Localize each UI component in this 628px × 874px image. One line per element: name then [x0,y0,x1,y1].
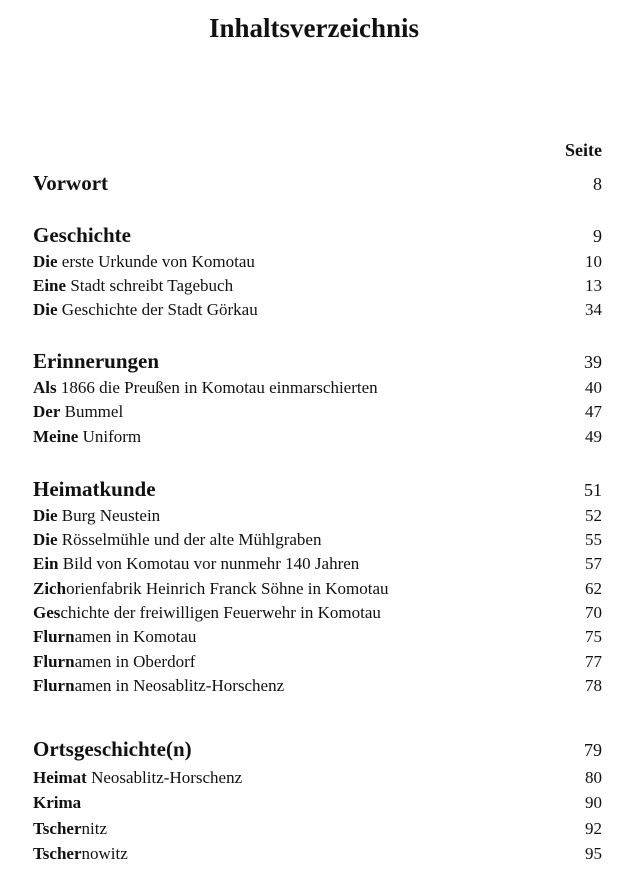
toc-section-heading [33,169,602,198]
entry-title-rest: nowitz [81,844,128,863]
entry-title-lead: Heimat [33,768,87,787]
entry-title-rest: nitz [81,819,107,838]
entry-title-rest: orienfabrik Heinrich Franck Söhne in Komotau [66,579,389,598]
entry-title [33,274,233,298]
toc-section-heading [33,347,602,376]
section-title: Vorwort [33,171,109,195]
entry-title-rest: Rösselmühle und der alte Mühlgraben [57,530,322,549]
toc-section-heading [33,221,602,250]
entry-title-lead: Eine [33,276,67,295]
entry-title-lead: Die [33,300,58,319]
entry-title [33,601,381,625]
entry-title-rest: chichte der freiwilligen Feuerwehr in Komotau [60,603,381,622]
entry-title-rest: Burg Neustein [57,506,161,525]
entry-page-number: 80 [585,768,602,787]
entry-title-lead: Die [33,252,58,271]
entry-title-lead: Ges [33,603,61,622]
entry-title-rest: Uniform [78,427,142,446]
entry-title-rest: amen in Neosablitz-Horschenz [74,676,285,695]
entry-title-lead: Tscher [33,819,82,838]
entry-title [33,766,242,790]
toc-entry [33,376,602,400]
entry-title [33,528,321,552]
toc-entry [33,528,602,552]
entry-page-number: 90 [585,793,602,812]
entry-title-rest: amen in Komotau [74,627,197,646]
entry-title-rest: amen in Oberdorf [74,652,196,671]
entry-title [33,817,107,841]
toc-entry [33,400,602,424]
entry-title [33,650,195,674]
toc-section-heading [33,475,602,504]
toc-entry [33,766,602,790]
entry-title [33,625,196,649]
section-page-number: 8 [593,174,602,194]
toc-entry [33,298,602,322]
toc-entry [33,842,602,866]
toc-entry [33,601,602,625]
toc-entry [33,274,602,298]
section-title: Ortsgeschichte(n) [33,737,192,761]
entry-page-number: 62 [585,579,602,598]
entry-title-lead: Flurn [33,652,75,671]
entry-title-lead: Tscher [33,844,82,863]
section-title: Geschichte [33,223,131,247]
entry-title-lead: Die [33,530,58,549]
section-page-number: 79 [584,740,602,760]
entry-title-rest: 1866 die Preußen in Komotau einmarschierten [56,378,378,397]
entry-page-number: 77 [585,652,602,671]
entry-title-lead: Flurn [33,676,75,695]
entry-title [33,400,123,424]
toc-section-heading [33,735,602,764]
entry-page-number: 55 [585,530,602,549]
toc-entry [33,791,602,815]
entry-page-number: 92 [585,819,602,838]
page-title: Inhaltsverzeichnis [208,13,419,43]
section-page-number: 9 [593,226,602,246]
entry-title-rest: Bild von Komotau vor nunmehr 140 Jahren [58,554,360,573]
entry-title-rest: Stadt schreibt Tagebuch [66,276,234,295]
toc-entry [33,504,602,528]
entry-title-rest: Bummel [60,402,124,421]
entry-title [33,250,255,274]
section-page-number: 51 [584,480,602,500]
entry-page-number: 78 [585,676,602,695]
toc-entry [33,552,602,576]
entry-title [33,791,81,815]
toc-entry [33,250,602,274]
entry-title [33,842,128,866]
toc-entry [33,577,602,601]
entry-title-rest: Geschichte der Stadt Görkau [57,300,258,319]
page-column-header: Seite [565,140,602,160]
entry-page-number: 75 [585,627,602,646]
entry-title-lead: Die [33,506,58,525]
entry-page-number: 40 [585,378,602,397]
entry-title [33,425,141,449]
entry-page-number: 57 [585,554,602,573]
entry-title [33,504,160,528]
entry-title [33,552,359,576]
entry-title-lead: Flurn [33,627,75,646]
entry-title-rest: Neosablitz-Horschenz [86,768,243,787]
section-title: Erinnerungen [33,349,160,373]
entry-page-number: 34 [585,300,602,319]
entry-title-lead: Krima [33,793,82,812]
entry-page-number: 47 [585,402,602,421]
entry-title-lead: Meine [33,427,79,446]
entry-title [33,298,258,322]
entry-page-number: 70 [585,603,602,622]
entry-title [33,674,284,698]
entry-page-number: 10 [585,252,602,271]
entry-page-number: 52 [585,506,602,525]
entry-title-lead: Ein [33,554,59,573]
entry-page-number: 95 [585,844,602,863]
entry-title-lead: Zich [33,579,67,598]
entry-page-number: 49 [585,427,602,446]
toc-entry [33,674,602,698]
toc-entry [33,650,602,674]
toc-entry [33,625,602,649]
toc-entry [33,817,602,841]
entry-title-lead: Der [33,402,61,421]
entry-title [33,577,389,601]
entry-title-rest: erste Urkunde von Komotau [57,252,255,271]
toc-entry [33,425,602,449]
entry-title-lead: Als [33,378,57,397]
section-page-number: 39 [584,352,602,372]
entry-page-number: 13 [585,276,602,295]
section-title: Heimatkunde [33,477,156,501]
entry-title [33,376,378,400]
